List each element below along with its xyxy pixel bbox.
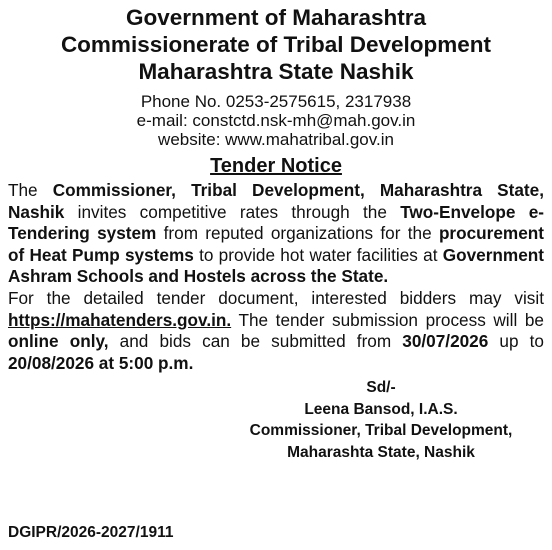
header-government: Government of Maharashtra bbox=[125, 5, 427, 30]
start-date: 30/07/2026 bbox=[402, 331, 489, 352]
paragraph-1-bold-1: Commissioner, Tribal Development, Maharashtra State, Nashik bbox=[8, 180, 544, 222]
signature-sd: Sd/- bbox=[366, 379, 396, 397]
contact-block bbox=[8, 92, 544, 149]
end-date-time: 20/08/2026 at 5:00 p.m. bbox=[8, 352, 194, 373]
signatory-name: Leena Bansod, I.A.S. bbox=[304, 400, 458, 418]
paragraph-2-bold-1: online only, bbox=[8, 331, 109, 352]
paragraph-1-text-2: invites competitive rates through the bbox=[64, 201, 401, 222]
phone-number: Phone No. 0253-2575615, 2317938 bbox=[140, 92, 412, 111]
paragraph-2-text-3: and bids can be submitted from bbox=[108, 331, 403, 352]
paragraph-2-text-4: up to bbox=[488, 331, 544, 352]
notice-title: Tender Notice bbox=[210, 155, 342, 177]
header-commissionerate: Commissionerate of Tribal Development bbox=[60, 32, 492, 57]
reference-number: DGIPR/2026-2027/1911 bbox=[8, 524, 174, 541]
paragraph-1-text-1: The bbox=[8, 180, 53, 200]
notice-paragraph-2 bbox=[8, 288, 544, 374]
notice-paragraph-1 bbox=[8, 180, 544, 288]
paragraph-1-text-4: to provide hot water facilities at bbox=[193, 244, 443, 265]
email-address: e-mail: constctd.nsk-mh@mah.gov.in bbox=[136, 111, 416, 130]
paragraph-2-text-1: For the detailed tender document, interested bidders may visit bbox=[8, 287, 544, 308]
header-state: Maharashtra State Nashik bbox=[138, 59, 414, 84]
signatory-location: Maharashta State, Nashik bbox=[287, 443, 475, 461]
website-address: website: www.mahatribal.gov.in bbox=[158, 130, 394, 149]
mahatenders-link[interactable]: https://mahatenders.gov.in. bbox=[8, 309, 232, 330]
paragraph-1-text-3: from reputed organizations for the bbox=[156, 223, 439, 244]
paragraph-1-bold-3: procurement of Heat Pump systems bbox=[8, 223, 544, 265]
signature-block bbox=[218, 377, 544, 463]
notice-header bbox=[8, 4, 544, 85]
paragraph-2-text-2: The tender submission process will be bbox=[231, 309, 544, 330]
paragraph-1-bold-4: Government Ashram Schools and Hostels across the State. bbox=[8, 244, 544, 287]
signatory-designation: Commissioner, Tribal Development, bbox=[249, 422, 513, 440]
paragraph-1-bold-2: Two-Envelope e-Tendering system bbox=[8, 201, 544, 244]
